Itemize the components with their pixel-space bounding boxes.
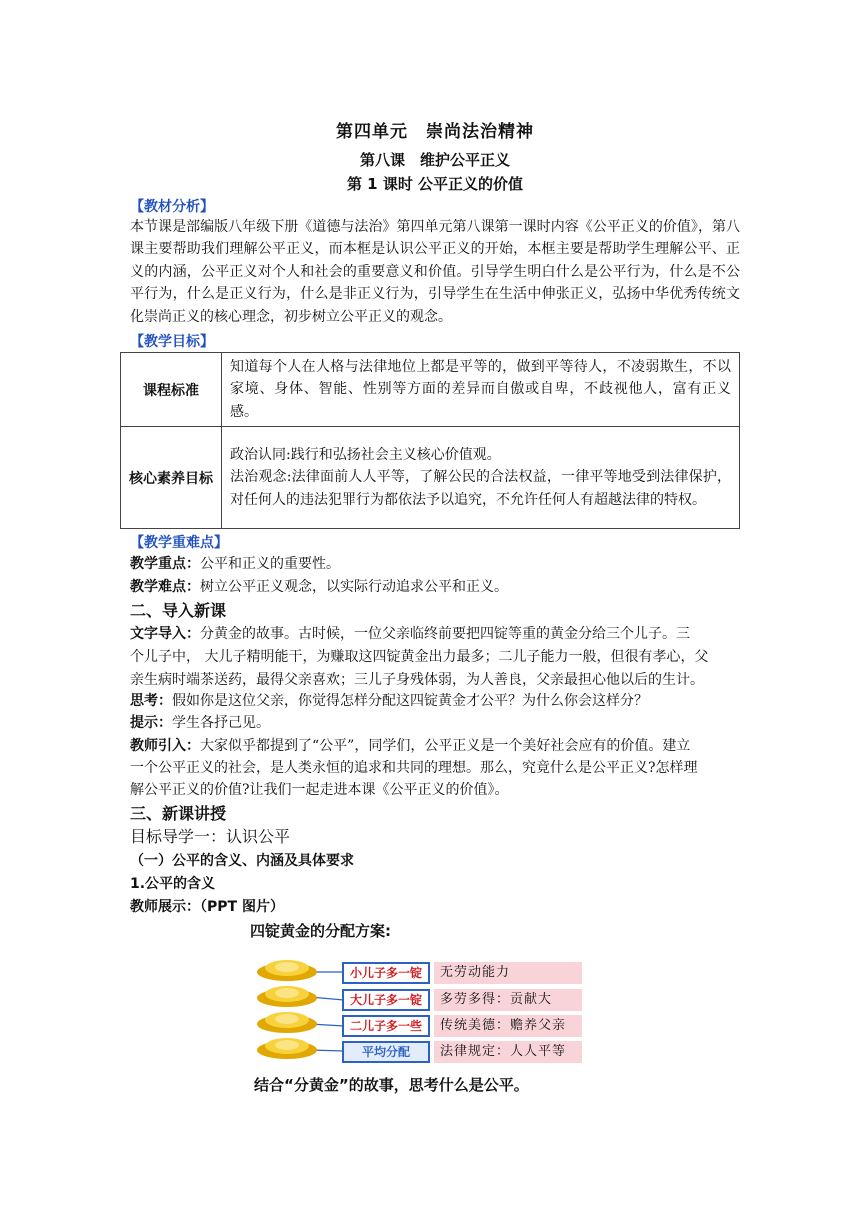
- option-label: 小儿子多一锭: [342, 962, 430, 984]
- teacher-line: [130, 735, 740, 757]
- key-point-text: 公平和正义的重要性。: [200, 556, 340, 572]
- teacher-label: 教师引入：: [130, 738, 200, 754]
- unit-title: 第四单元 崇尚法治精神: [336, 122, 534, 142]
- key-point: [130, 553, 740, 575]
- teacher-line: 一个公平正义的社会，是人类永恒的追求和共同的理想。那么，究竟什么是公平正义?怎样理: [130, 760, 698, 776]
- difficult-point: [130, 576, 740, 598]
- option-reason: 法律规定：人人平等: [434, 1041, 582, 1063]
- difficult-point-text: 树立公平正义观念，以实际行动追求公平和正义。: [200, 579, 508, 595]
- intro-text-label: 文字导入：: [130, 626, 200, 642]
- figure-caption: 结合“分黄金”的故事，思考什么是公平。: [254, 1076, 529, 1094]
- intro-line: 亲生病时端茶送药，最得父亲喜欢；三儿子身残体弱，为人善良，父亲最担心他以后的生计。: [130, 672, 704, 688]
- intro-line: 个儿子中， 大儿子精明能干，为赚取这四锭黄金出力最多；二儿子能力一般，但很有孝心，父: [130, 649, 709, 665]
- hint-text: 学生各抒己见。: [172, 715, 270, 731]
- goals-table: [120, 352, 740, 529]
- option-reason: 无劳动能力: [434, 962, 582, 984]
- table-value: [222, 427, 740, 529]
- table-key: 核心素养目标: [121, 427, 222, 529]
- key-point-label: 教学重点：: [130, 556, 200, 572]
- intro-text: 分黄金的故事。古时候，一位父亲临终前要把四锭等重的黄金分给三个儿子。三: [200, 626, 690, 642]
- option-label: 大儿子多一锭: [342, 989, 430, 1011]
- option-label: 二儿子多一些: [342, 1015, 430, 1037]
- option-reason: 传统美德：赡养父亲: [434, 1015, 582, 1037]
- analysis-label: 【教材分析】: [130, 199, 214, 215]
- think-text: 假如你是这位父亲，你觉得怎样分配这四锭黄金才公平？为什么你会这样分？: [172, 693, 648, 709]
- figure-title: 四锭黄金的分配方案:: [250, 922, 391, 940]
- gold-ingot-icon: [256, 1036, 318, 1060]
- newlesson-heading: 三、新课讲授: [130, 804, 227, 823]
- table-value: 知道每个人在人格与法律地位上都是平等的，做到平等待人，不凌弱欺生，不以家境、身体、智能、性别等方面的差异而自傲或自卑，不歧视他人，富有正义感。: [222, 353, 740, 427]
- gold-ingot-icon: [256, 984, 318, 1008]
- option-reason: 多劳多得：贡献大: [434, 989, 582, 1011]
- period-title: 第 1 课时 公平正义的价值: [346, 175, 524, 193]
- goals-label: 【教学目标】: [130, 334, 214, 350]
- item-heading: 1.公平的含义: [130, 876, 216, 892]
- keypoints-label: 【教学重难点】: [130, 535, 228, 551]
- intro-heading: 二、导入新课: [130, 601, 227, 620]
- table-row: [121, 427, 740, 529]
- gold-ingot-icon: [256, 958, 318, 982]
- table-key: 课程标准: [121, 353, 222, 427]
- table-value-line: 法治观念:法律面前人人平等，了解公民的合法权益，一律平等地受到法律保护，对任何人的违法犯罪行为都依法予以追究，不允许任何人有超越法律的特权。: [230, 469, 731, 508]
- gold-ingot-icon: [256, 1010, 318, 1034]
- table-value-line: 政治认同:践行和弘扬社会主义核心价值观。: [230, 446, 501, 463]
- option-label: 平均分配: [342, 1041, 430, 1063]
- sub-heading: （一）公平的含义、内涵及具体要求: [130, 853, 354, 869]
- teacher-text: 大家似乎都提到了“公平”，同学们，公平正义是一个美好社会应有的价值。建立: [200, 738, 691, 754]
- intro-line: [130, 623, 740, 645]
- think-label: 思考：: [130, 693, 172, 709]
- difficult-point-label: 教学难点：: [130, 579, 200, 595]
- hint-label: 提示：: [130, 715, 172, 731]
- analysis-text: 本节课是部编版八年级下册《道德与法治》第四单元第八课第一课时内容《公平正义的价值》，第八课主要帮助我们理解公平正义，而本框是认识公平正义的开始，本框主要是帮助学生理解公平、正义的内涵，公平正义对个人和社会的重要意义和价值。引导学生明白什么是公平行为，什么是不公平行为，什么是正义行为，什么是非正义行为，引导学生在生活中伸张正义，弘扬中华优秀传统文化崇尚正义的核心理念，初步树立公平正义的观念。: [130, 219, 740, 325]
- gold-distribution-figure: [250, 920, 590, 1100]
- teacher-line: 解公平正义的价值?让我们一起走进本课《公平正义的价值》。: [130, 782, 509, 798]
- table-row: [121, 353, 740, 427]
- think-line: [130, 690, 740, 712]
- goal-heading: 目标导学一：认识公平: [130, 827, 291, 846]
- lesson-title: 第八课 维护公平正义: [359, 151, 510, 169]
- show-label: 教师展示：（PPT 图片）: [130, 899, 284, 915]
- hint-line: [130, 712, 740, 734]
